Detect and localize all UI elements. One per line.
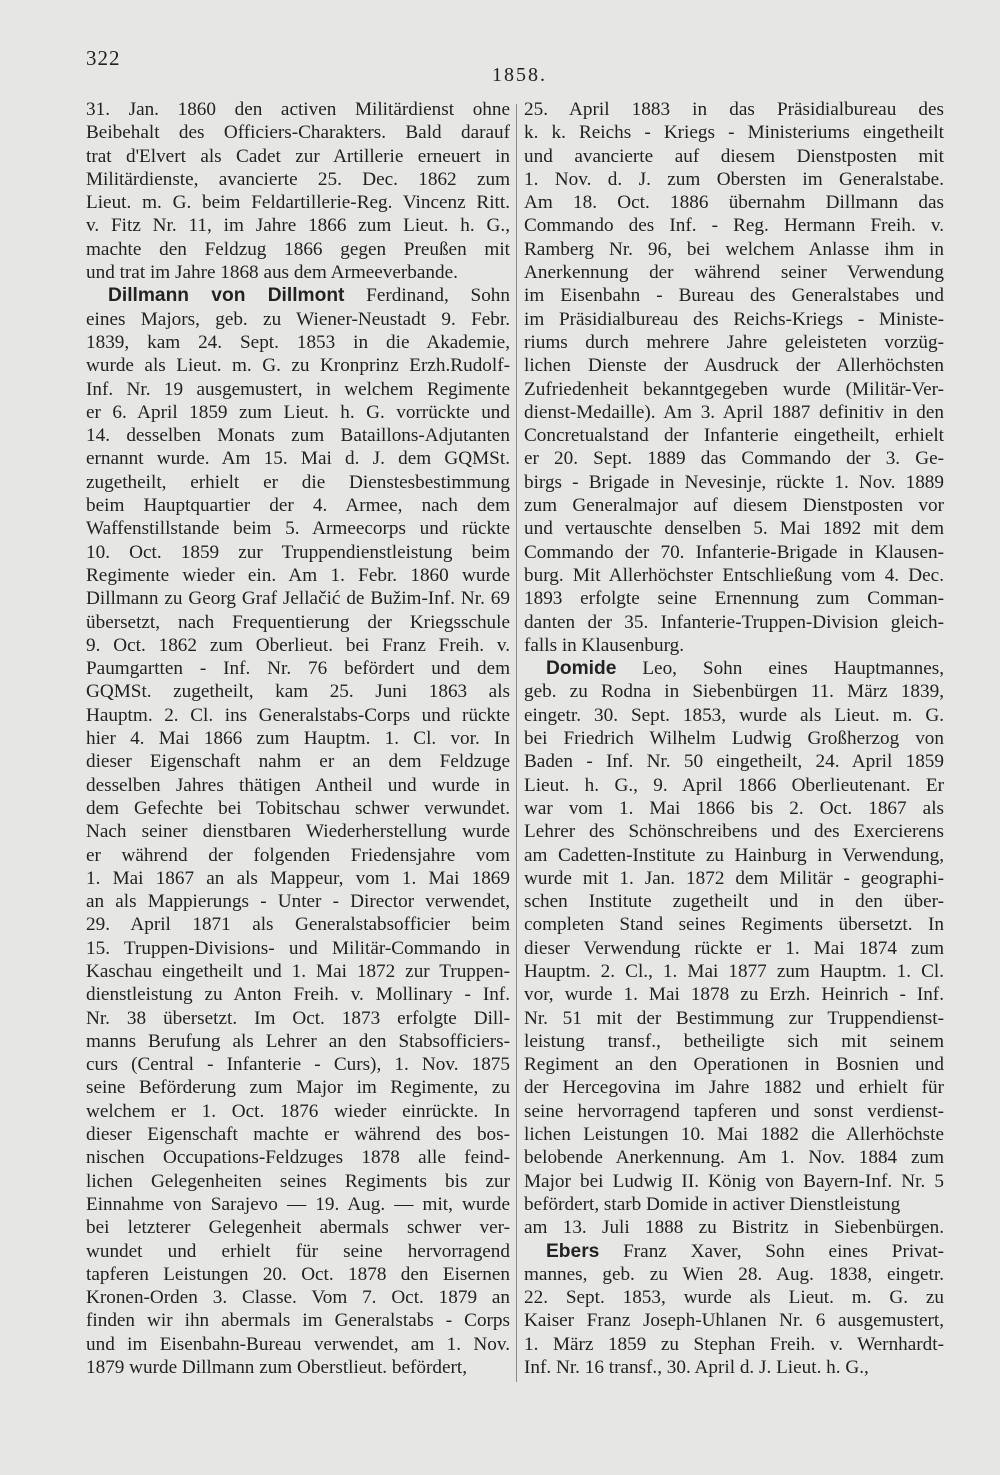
text-line: 25. April 1883 in das Präsidialbureau des — [524, 99, 944, 120]
text-line: bei letzterer Gelegenheit abermals schwer ver- — [86, 1217, 510, 1239]
entry-name: Ebers — [546, 1240, 600, 1262]
text-line: curs (Central - Infanterie - Curs), 1. Nov. 1875 — [86, 1054, 510, 1076]
text-line: lichen Gelegenheiten seines Regiments bis zur — [86, 1170, 510, 1192]
text-line: am Cadetten-Institute zu Hainburg in Verwendung, — [524, 844, 944, 866]
text-line: completen Stand seines Regiments übersetzt. In — [524, 914, 944, 936]
text-line: Paumgartten - Inf. Nr. 76 befördert und dem — [86, 658, 510, 680]
text-line: eines Majors, geb. zu Wiener-Neustadt 9. Febr. — [86, 308, 510, 330]
text-line: ernannt wurde. Am 15. Mai d. J. dem GQMSt. — [86, 448, 510, 470]
text-line: Beibehalt des Officiers-Charakters. Bald darauf — [86, 122, 510, 144]
text-line: wurde mit 1. Jan. 1872 dem Militär - geographi- — [524, 867, 944, 889]
text-line: seine hervorragend tapferen und sonst verdienst- — [524, 1100, 944, 1122]
text-line: zugetheilt, erhielt er die Dienstesbestimmung — [86, 471, 510, 493]
text-line: 1839, kam 24. Sept. 1853 in die Akademie, — [86, 331, 510, 353]
text-line: Inf. Nr. 16 transf., 30. April d. J. Lieut. h. G., — [524, 1357, 869, 1379]
text-line: k. k. Reichs - Kriegs - Ministeriums eingetheilt — [524, 122, 944, 144]
text-line: dienst-Medaille). Am 3. April 1887 definitiv in den — [524, 401, 944, 423]
text-line: im Eisenbahn - Bureau des Generalstabes und — [524, 285, 944, 307]
text-line: 29. April 1871 als Generalstabsofficier beim — [86, 914, 510, 936]
text-line: 1. Mai 1867 an als Mappeur, vom 1. Mai 1869 — [86, 867, 510, 889]
text-line: er 6. April 1859 zum Lieut. h. G. vorrückte und — [86, 401, 510, 423]
text-line: Kaiser Franz Joseph-Uhlanen Nr. 6 ausgemustert, — [524, 1310, 944, 1332]
running-header-year: 1858. — [492, 64, 547, 86]
text-line: birgs - Brigade in Nevesinje, rückte 1. Nov. 1889 — [524, 471, 944, 493]
text-line: dieser Eigenschaft nahm er an dem Feldzuge — [86, 751, 510, 773]
text-line: Concretualstand der Infanterie eingetheilt, erhielt — [524, 425, 944, 447]
text-line: war vom 1. Mai 1866 bis 2. Oct. 1867 als — [524, 797, 944, 819]
text-line: machte den Feldzug 1866 gegen Preußen mit — [86, 238, 510, 260]
text-line: Einnahme von Sarajevo — 19. Aug. — mit, wurde — [86, 1193, 510, 1215]
text-line: und avancierte auf diesem Dienstposten mit — [524, 145, 944, 167]
text-line: beim Hauptquartier der 4. Armee, nach dem — [86, 495, 510, 517]
text-line: falls in Klausenburg. — [524, 634, 685, 656]
text-line: lichen Leistungen 10. Mai 1882 die Allerhöchste — [524, 1124, 944, 1146]
text-line — [524, 1240, 944, 1263]
page-number: 322 — [86, 46, 121, 70]
text-line: 1. Nov. d. J. zum Obersten im Generalstabe. — [524, 168, 944, 190]
text-line: und im Eisenbahn-Bureau verwendet, am 1. Nov. — [86, 1333, 510, 1355]
text-line: 1. März 1859 zu Stephan Freih. v. Wernhardt- — [524, 1333, 944, 1355]
entry-text: Leo, Sohn eines Hauptmannes, — [616, 658, 944, 680]
text-line — [86, 284, 510, 307]
text-line: am 13. Juli 1888 zu Bistritz in Siebenbürgen. — [524, 1217, 944, 1239]
text-line: lichen Dienste der Ausdruck der Allerhöchsten — [524, 355, 944, 377]
text-line: 1893 erfolgte seine Ernennung zum Comman- — [524, 588, 944, 610]
text-line: Anerkennung der während seiner Verwendung — [524, 262, 944, 284]
text-line: hier 4. Mai 1866 zum Hauptm. 1. Cl. vor. In — [86, 728, 510, 750]
text-line: Am 18. Oct. 1886 übernahm Dillmann das — [524, 192, 944, 214]
text-line: er 20. Sept. 1889 das Commando der 3. Ge- — [524, 448, 944, 470]
text-line: welchem er 1. Oct. 1876 wieder einrückte. In — [86, 1100, 510, 1122]
text-line: der Hercegovina im Jahre 1882 und erhielt für — [524, 1077, 944, 1099]
text-line: leistung transf., betheiligte sich mit seinem — [524, 1030, 944, 1052]
text-line: Ramberg Nr. 96, bei welchem Anlasse ihm in — [524, 238, 944, 260]
text-line: schen Institute zugetheilt und in den über- — [524, 891, 944, 913]
text-line: Lieut. m. G. beim Feldartillerie-Reg. Vincenz Ritt. — [86, 192, 510, 214]
text-line: seine Beförderung zum Major im Regimente, zu — [86, 1077, 510, 1099]
text-line: Militärdienste, avancierte 25. Dec. 1862 zum — [86, 168, 510, 190]
text-line: Baden - Inf. Nr. 50 eingetheilt, 24. April 1859 — [524, 751, 944, 773]
text-line: Kaschau eingetheilt und 1. Mai 1872 zur Truppen- — [86, 960, 510, 982]
text-line: manns Berufung als Lehrer an den Stabsofficiers- — [86, 1030, 510, 1052]
text-line: dem Gefechte bei Tobitschau schwer verwundet. — [86, 797, 510, 819]
text-line: burg. Mit Allerhöchster Entschließung vom 4. Dec. — [524, 564, 944, 586]
text-line — [524, 657, 944, 680]
text-line: Nr. 51 mit der Bestimmung zur Truppendienst- — [524, 1007, 944, 1029]
text-line: v. Fitz Nr. 11, im Jahre 1866 zum Lieut. h. G., — [86, 215, 510, 237]
text-line: Lehrer des Schönschreibens und des Exercierens — [524, 821, 944, 843]
text-line: dienstleistung zu Anton Freih. v. Mollinary - Inf. — [86, 984, 510, 1006]
text-line: Lieut. h. G., 9. April 1866 Oberlieutenant. Er — [524, 774, 944, 796]
text-line: geb. zu Rodna in Siebenbürgen 11. März 1839, — [524, 681, 944, 703]
text-line: eingetr. 30. Sept. 1853, wurde als Lieut. m. G. — [524, 704, 944, 726]
text-line: Waffenstillstande beim 5. Armeecorps und rückte — [86, 518, 510, 540]
text-line: GQMSt. zugetheilt, kam 25. Juni 1863 als — [86, 681, 510, 703]
text-line: Regiment an den Operationen in Bosnien und — [524, 1054, 944, 1076]
text-line: befördert, starb Domide in activer Dienstleistung — [524, 1193, 901, 1215]
text-line: riums durch mehrere Jahre geleisteten vorzüg- — [524, 331, 944, 353]
text-line: nischen Occupations-Feldzuges 1878 alle feind- — [86, 1147, 510, 1169]
text-line: und vertauschte denselben 5. Mai 1892 mit dem — [524, 518, 944, 540]
text-line: Regimente wieder ein. Am 1. Febr. 1860 wurde — [86, 564, 510, 586]
text-line: finden wir ihn abermals im Generalstabs - Corps — [86, 1310, 510, 1332]
text-line: Major bei Ludwig II. König von Bayern-Inf. Nr. 5 — [524, 1170, 944, 1192]
text-line: Hauptm. 2. Cl., 1. Mai 1877 zum Hauptm. 1. Cl. — [524, 960, 944, 982]
text-line: Inf. Nr. 19 ausgemustert, in welchem Regimente — [86, 378, 510, 400]
text-line: trat d'Elvert als Cadet zur Artillerie erneuert in — [86, 145, 510, 167]
text-line: 31. Jan. 1860 den activen Militärdienst ohne — [86, 99, 510, 120]
text-line: an als Mappierungs - Unter - Director verwendet, — [86, 891, 510, 913]
text-line: dieser Verwendung rückte er 1. Mai 1874 zum — [524, 937, 944, 959]
text-line: übersetzt, nach Frequentierung der Kriegsschule — [86, 611, 510, 633]
text-line: 22. Sept. 1853, wurde als Lieut. m. G. zu — [524, 1287, 944, 1309]
text-line: 1879 wurde Dillmann zum Oberstlieut. befördert, — [86, 1357, 467, 1379]
text-line: Kronen-Orden 3. Classe. Vom 7. Oct. 1879 an — [86, 1287, 510, 1309]
text-line: desselben Jahres thätigen Antheil und wurde in — [86, 774, 510, 796]
text-line: Commando des Inf. - Reg. Hermann Freih. v. — [524, 215, 944, 237]
text-line: Zufriedenheit bekanntgegeben wurde (Militär-Ver- — [524, 378, 944, 400]
text-line: danten der 35. Infanterie-Truppen-Division gleich- — [524, 611, 944, 633]
entry-name: Domide — [546, 658, 617, 680]
text-line: 9. Oct. 1862 zum Oberlieut. bei Franz Freih. v. — [86, 634, 510, 656]
text-line: Dillmann zu Georg Graf Jellačić de Bužim-Inf. Nr. 69 — [86, 588, 510, 610]
entry-name: Dillmann von Dillmont — [108, 285, 345, 307]
text-line: vor, wurde 1. Mai 1878 zu Erzh. Heinrich - Inf. — [524, 984, 944, 1006]
text-line: Nr. 38 übersetzt. Im Oct. 1873 erfolgte Dill- — [86, 1007, 510, 1029]
text-line: Commando der 70. Infanterie-Brigade in Klausen- — [524, 541, 944, 563]
text-line: Hauptm. 2. Cl. ins Generalstabs-Corps und rückte — [86, 704, 510, 726]
entry-text: Franz Xaver, Sohn eines Privat- — [599, 1240, 944, 1262]
text-line: dieser Eigenschaft machte er während des bos- — [86, 1124, 510, 1146]
text-line: im Präsidialbureau des Reichs-Kriegs - Ministe- — [524, 308, 944, 330]
right-text-column — [524, 98, 944, 1379]
text-line: und trat im Jahre 1868 aus dem Armeeverbande. — [86, 262, 458, 284]
text-line: er während der folgenden Friedensjahre vom — [86, 844, 510, 866]
left-text-column — [86, 98, 510, 1379]
text-line: wurde als Lieut. m. G. zu Kronprinz Erzh.Rudolf- — [86, 355, 510, 377]
text-line: belobende Anerkennung. Am 1. Nov. 1884 zum — [524, 1147, 944, 1169]
text-line: wundet und erhielt für seine hervorragend — [86, 1240, 510, 1262]
text-line: zum Generalmajor auf diesem Dienstposten vor — [524, 495, 944, 517]
text-line: 15. Truppen-Divisions- und Militär-Commando in — [86, 937, 510, 959]
text-line: 14. desselben Monats zum Bataillons-Adjutanten — [86, 425, 510, 447]
text-line: bei Friedrich Wilhelm Ludwig Großherzog von — [524, 728, 944, 750]
text-line: 10. Oct. 1859 zur Truppendienstleistung beim — [86, 541, 510, 563]
text-line: mannes, geb. zu Wien 28. Aug. 1838, eingetr. — [524, 1263, 944, 1285]
text-line: Nach seiner dienstbaren Wiederherstellung wurde — [86, 821, 510, 843]
text-line: tapferen Leistungen 20. Oct. 1878 den Eisernen — [86, 1263, 510, 1285]
column-divider — [516, 104, 517, 1382]
entry-text: Ferdinand, Sohn — [344, 285, 510, 307]
